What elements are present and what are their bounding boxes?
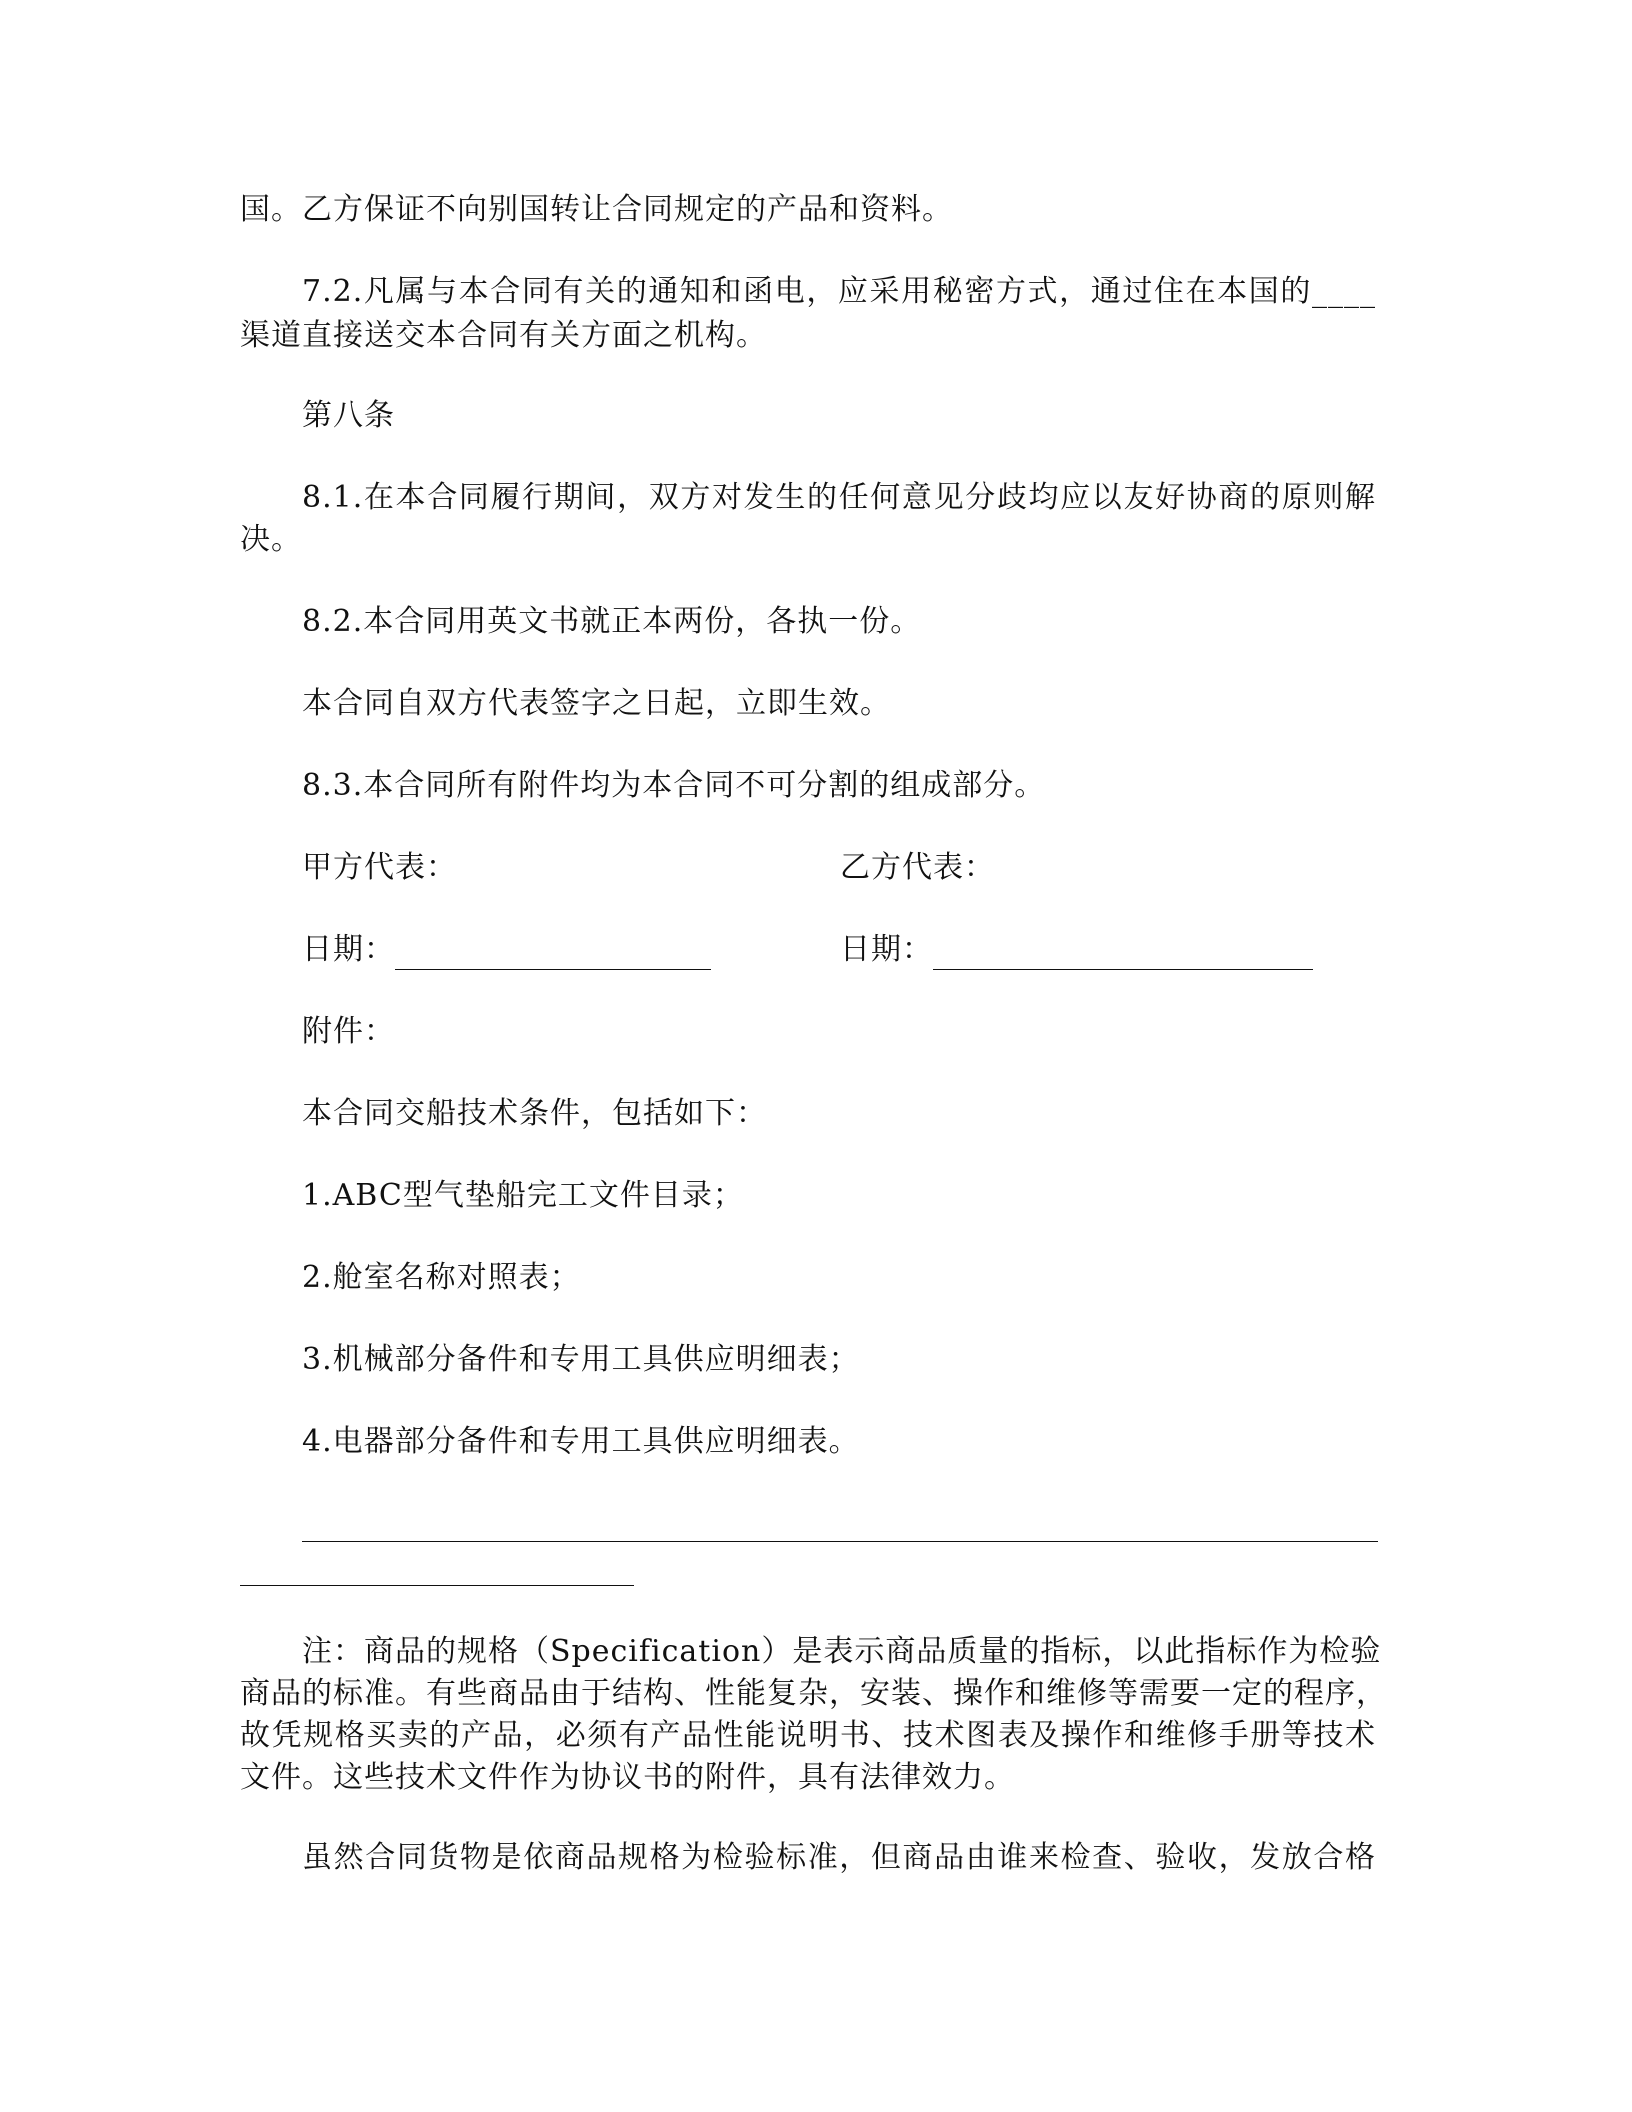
footnote-separator xyxy=(240,1585,634,1586)
paragraph-line: 8.2.本合同用英文书就正本两份，各执一份。 xyxy=(302,604,922,639)
list-item: 1.ABC型气垫船完工文件目录； xyxy=(302,1178,744,1213)
paragraph-line: 决。 xyxy=(240,522,302,557)
paragraph-line: 本合同自双方代表签字之日起，立即生效。 xyxy=(302,686,891,721)
clause-heading: 第八条 xyxy=(302,398,395,433)
paragraph-line: 8.1.在本合同履行期间，双方对发生的任何意见分歧均应以友好协商的原则解 xyxy=(302,480,1376,515)
paragraph-line: 渠道直接送交本合同有关方面之机构。 xyxy=(240,318,767,353)
date-b-label xyxy=(840,930,1313,970)
date-b-text: 日期： xyxy=(840,932,933,967)
paragraph-line: 虽然合同货物是依商品规格为检验标准，但商品由谁来检查、验收，发放合格 xyxy=(302,1840,1376,1875)
list-item: 2.舱室名称对照表； xyxy=(302,1260,581,1295)
party-a-representative: 甲方代表： xyxy=(302,850,457,885)
note-line: 文件。这些技术文件作为协议书的附件，具有法律效力。 xyxy=(240,1760,1015,1795)
horizontal-rule xyxy=(302,1541,1378,1542)
list-item: 4.电器部分备件和专用工具供应明细表。 xyxy=(302,1424,860,1459)
date-a-text: 日期： xyxy=(302,932,395,967)
note-line: 故凭规格买卖的产品，必须有产品性能说明书、技术图表及操作和维修手册等技术 xyxy=(240,1718,1376,1753)
date-a-label xyxy=(302,930,711,970)
paragraph-line: 国。乙方保证不向别国转让合同规定的产品和资料。 xyxy=(240,192,953,227)
attachments-intro: 本合同交船技术条件，包括如下： xyxy=(302,1096,767,1131)
paragraph-line: 7.2.凡属与本合同有关的通知和函电，应采用秘密方式，通过住在本国的____ xyxy=(302,274,1376,309)
list-item: 3.机械部分备件和专用工具供应明细表； xyxy=(302,1342,860,1377)
party-b-representative: 乙方代表： xyxy=(840,850,995,885)
note-line: 商品的标准。有些商品由于结构、性能复杂，安装、操作和维修等需要一定的程序， xyxy=(240,1676,1387,1711)
paragraph-line: 8.3.本合同所有附件均为本合同不可分割的组成部分。 xyxy=(302,768,1046,803)
date-b-blank xyxy=(933,939,1313,970)
note-line: 注：商品的规格（Specification）是表示商品质量的指标，以此指标作为检验 xyxy=(302,1634,1382,1669)
date-a-blank xyxy=(395,939,711,970)
attachments-heading: 附件： xyxy=(302,1014,395,1049)
